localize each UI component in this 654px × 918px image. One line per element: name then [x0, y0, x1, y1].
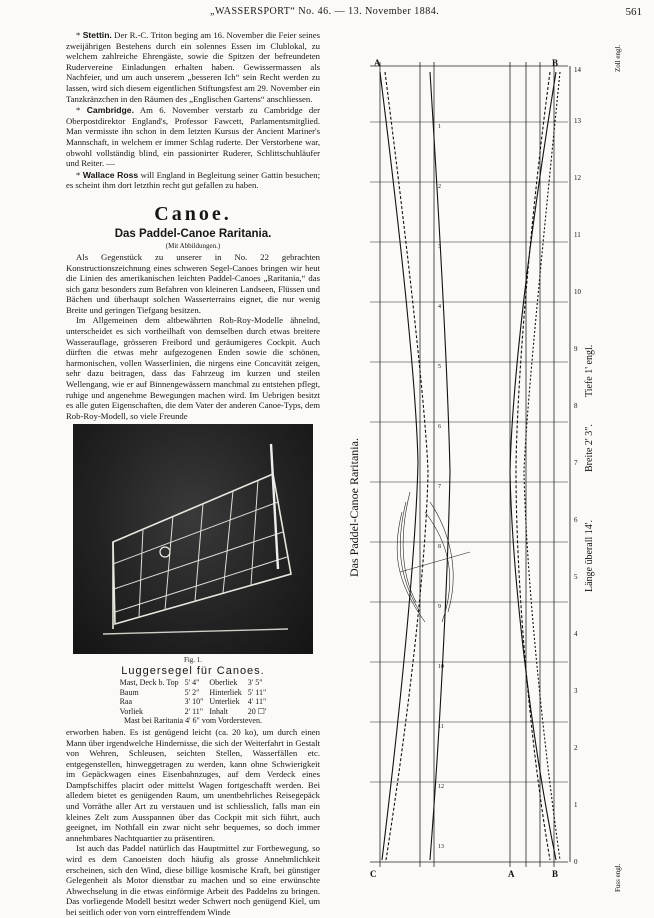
spec-label: Raa [119, 697, 133, 707]
figure-label: Fig. 1. [183, 656, 203, 665]
mast-note: Mast bei Raritania 4' 6" vom Vordersteven. [124, 716, 262, 726]
scale-mark: 6 [574, 516, 578, 524]
news-place: Cambridge. [86, 105, 134, 116]
journal-header: „WASSERSPORT“ No. 46. — 13. November 1884. [210, 6, 440, 17]
article-subtitle: (Mit Abbildungen.) [165, 241, 221, 250]
news-text: Der R.-C. Triton beging am 16. November die Feier seines zweijährigen Bestehens durch ein solennes Essen im Clublokal, zu welchem zahlreiche Ehrengäste, sowie die Spitzen der befreundeten Rudervereine Einladungen erhalten haben. Gewissermassen als Nachfeier, und um auch unserem „besseren Ich“ sein Recht werden zu lassen, wird sich diesem eigentlichen Stiftungsfest am 29. November ein Tanzkränzchen in den Räumen des „Englischen Gartens“ anschliessen. [66, 30, 320, 104]
plan-title: Das Paddel-Canoe Raritania. [347, 438, 361, 577]
scale-mark: 2 [574, 744, 578, 752]
station-number: 4 [438, 304, 441, 310]
news-item: * Wallace Ross will England in Begleitung seiner Gattin besuchen; es scheint ihm dort letzthin recht gut gefallen zu haben. [66, 169, 321, 191]
spec-label: Baum [119, 687, 139, 697]
news-item: * Stettin. Der R.-C. Triton beging am 16. November die Feier seines zweijährigen Bestehens durch ein solennes Essen im Clublokal, zu welchem zahlreiche Ehrengäste, sowie die Spitzen der befreundeten Rudervereine Einladungen erhalten haben. Gewissermassen als Nachfeier, und um auch unserem „besseren Ich“ sein Recht werden zu lassen, wird sich diesem eigentlichen Stiftungsfest am 29. November ein Tanzkränzchen in den Räumen des „Englischen Gartens“ anschliessen. [66, 30, 320, 104]
spec-value: 20 ☐' [247, 706, 267, 716]
spec-value: 5' 11" [247, 687, 267, 697]
article-paragraph: Ist auch das Paddel natürlich das Hauptmittel zur Fortbewegung, so wird es dem Canoeisten doch häufig als grosse Annehmlichkeit erscheinen, sich den Wind, diese billige kosmische Kraft, bei günstiger Gelegenheit als Motor dienstbar zu machen und so eine erwünschte Abwechselung in die etwas einförmige Arbeit des Paddelns zu bringen. Das vorliegende Modell besitzt weder Schwert noch genügend Kiel, um bei seitlich oder von vorn eintreffendem Winde [66, 843, 320, 917]
scale-mark: 8 [574, 402, 578, 410]
article-paragraph: Als Gegenstück zu unserer in No. 22 gebrachten Konstructionszeichnung eines schweren Segel-Canoes bringen wir heut die Linien des amerikanischen leichten Paddel-Canoes „Raritania,“ das sich ganz besonders zum Befahren von kleineren Landseen, Flüssen und Bächen und überhaupt solchen Wasserterrains eignet, die nur wenig Breite und geringen Tiefgang besitzen. [66, 251, 320, 315]
spec-value: 5' 2" [184, 687, 200, 697]
spec-label: Inhalt [209, 706, 229, 716]
page-number: 561 [625, 6, 642, 18]
scale-mark: 11 [574, 231, 581, 239]
scale-mark: 13 [574, 117, 581, 125]
plan-letter: A [374, 58, 381, 68]
scale-top-label: Zoll engl. [614, 44, 622, 72]
table-row [117, 697, 270, 707]
spec-value: 4' 11" [247, 697, 267, 707]
news-item: * Cambridge. Am 6. November verstarb zu Cambridge der Oberpostdirektor England's, Professor Fawcett, Parlamentsmitglied. Man vermisste ihn schon in dem letzten Kursus der Ancient Mariner's Mannschaft, in welchem er immer Schlag ruderte. Der Verstorbene war, obwohl vollständig blind, ein passionirter Ruderer, Schlittschuhläufer und Reiter. — [66, 105, 321, 169]
table-row [117, 688, 270, 698]
article-paragraph: Im Allgemeinen dem altbewährten Rob-Roy-Modelle ähnelnd, unterscheidet es sich vortheilhaft von demselben durch etwas breitere Wasserauflage, grösseren Freibord und geräumigeres Cockpit. Auch dürften die etwas mehr aufgezogenen Enden sowie die schönen, harmonischen, vollen Wasserlinien, die nirgens eine Concavität zeigen, sehr dazu beitragen, dass das Fahrzeug im kurzen und steilen Wellengang, wie er auf Binnengewässern manchmal zu entstehen pflegt, ruhige und angenehme Bewegungen machen wird. Im Uebrigen besitzt es alle guten Eigenschaften, die dem Vater der anderen Canoe-Typs, dem Rob-Roy-Modell, so viele Freunde [66, 315, 320, 421]
scale-mark: 1 [574, 801, 578, 809]
station-number: 6 [438, 424, 441, 430]
plan-dim-depth: Tiefe 1' engl. [584, 344, 595, 397]
page-header [60, 6, 642, 22]
spec-label: Oberliek [209, 678, 238, 688]
station-number: 9 [438, 604, 441, 610]
article-paragraph: erworben haben. Es ist genügend leicht (ca. 20 ko), um durch einen Mann über irgendwelche Hindernisse, die sich der Weiterfahrt in Gestalt von Wehren, Schleusen, seichten Stellen, Wasserfällen etc. entgegenstellen, hinweggetragen zu werden, kann ohne Schwierigkeit im Gepäckwagen eines Eisenbahnzuges, auf dem Verdeck eines Dampfschiffes placirt oder mittelst Wagen fortgeschafft werden. Bei alledem bietet es genügenden Raum, um unentbehrliches Reisegepäck und Vorräthe aller Art zu verstauen und ist schliesslich, falls man ein kleines Zelt zum Ausspannen über das Cockpit mit sich führt, auch geeignet, im Nothfall ein zwar nicht sehr bequemes, so doch immer annehmbares Nachtquartier zu präsentiren. [66, 726, 320, 843]
news-text: Am 6. November verstarb zu Cambridge der Oberpostdirektor England's, Professor Fawcett, Parlamentsmitglied. Man vermisste ihn schon in dem letzten Kursus der Ancient Mariner's Mannschaft, in welchem er immer Schlag ruderte. Der Verstorbene war, obwohl vollständig blind, ein passionirter Ruderer, Schlittschuhläufer und Reiter. — [66, 105, 321, 169]
station-number: 3 [438, 244, 441, 250]
article-title: Das Paddel-Canoe Raritania. [114, 227, 272, 240]
left-column [66, 30, 320, 918]
scale-mark: 7 [574, 459, 578, 467]
station-number: 10 [438, 664, 444, 670]
spec-label: Hinterliek [209, 687, 242, 697]
scale-mark: 5 [574, 573, 578, 581]
scale-mark: 9 [574, 345, 578, 353]
station-number: 1 [438, 124, 441, 130]
spec-label: Unterliek [209, 697, 240, 707]
station-number: 12 [438, 784, 444, 790]
station-number: 2 [438, 184, 441, 190]
sail-spec-table [117, 678, 270, 716]
station-number: 8 [438, 544, 441, 550]
scale-bottom-label: Fuss engl. [614, 863, 622, 892]
table-row [117, 678, 270, 688]
plan-letter: A [508, 869, 515, 879]
scale-mark: 12 [574, 174, 581, 182]
table-row [117, 707, 270, 717]
scale-mark: 10 [574, 288, 581, 296]
news-place: Wallace Ross [82, 169, 139, 180]
plan-dim-length: Länge überall 14'. [584, 519, 595, 592]
spec-value: 5' 4" [184, 678, 200, 688]
news-place: Stettin. [82, 30, 112, 40]
plan-letter: B [552, 58, 559, 68]
plan-letter: C [370, 869, 377, 879]
station-number: 5 [438, 364, 441, 370]
station-number: 13 [438, 844, 444, 850]
figure-title: Luggersegel für Canoes. [121, 665, 265, 678]
spec-label: Vorliek [119, 706, 143, 716]
station-number: 7 [438, 484, 441, 490]
canoe-lines-plan [330, 32, 648, 894]
spec-value: 3' 10" [184, 697, 204, 707]
plan-letter: B [552, 869, 559, 879]
scale-mark: 4 [574, 630, 578, 638]
plan-dim-breadth: Breite 2' 3". [584, 424, 595, 472]
news-text: will England in Begleitung seiner Gattin besuchen; es scheint ihm dort letzthin recht gut gefallen zu haben. [66, 169, 321, 191]
scale-mark: 14 [574, 66, 581, 74]
spec-label: Mast, Deck b. Top [119, 678, 179, 688]
scale-mark: 0 [574, 858, 578, 866]
scale-mark: 3 [574, 687, 578, 695]
section-heading: Canoe. [154, 202, 232, 225]
lugger-sail-drawing [73, 424, 313, 654]
spec-value: 2' 11" [184, 706, 204, 716]
spec-value: 3' 5" [247, 678, 263, 688]
sail-photo [73, 424, 313, 654]
station-number: 11 [438, 724, 444, 730]
